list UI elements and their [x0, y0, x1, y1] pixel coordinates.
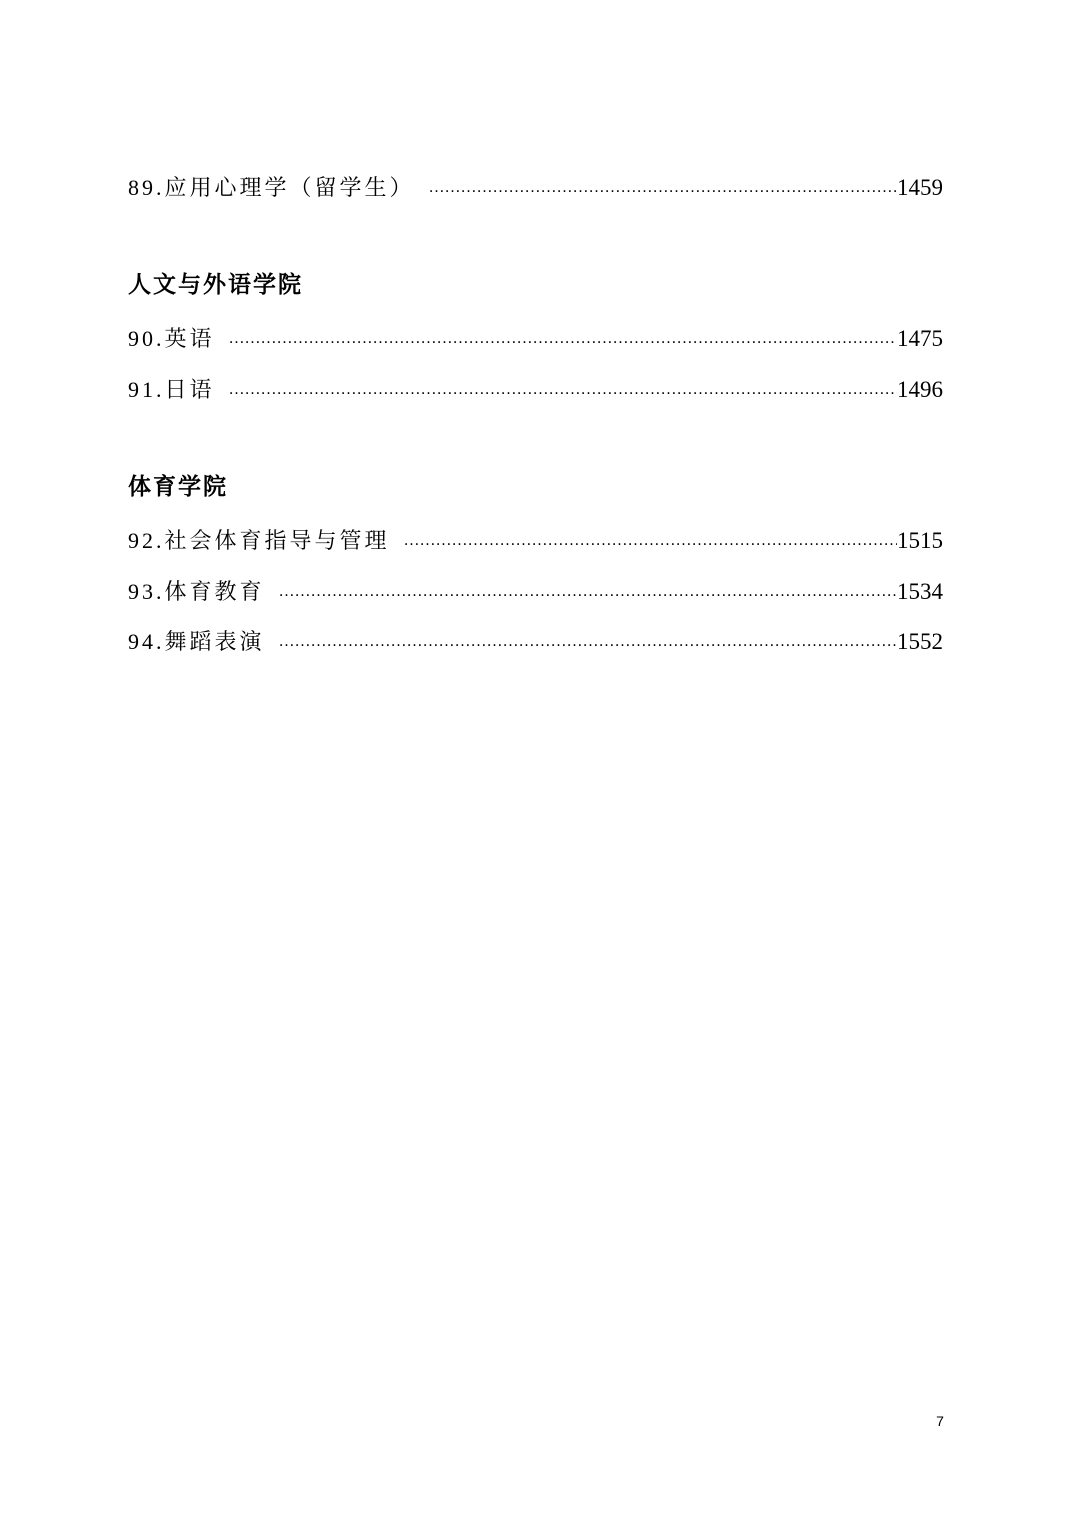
toc-entry [128, 369, 943, 403]
toc-dot-leader [279, 579, 897, 605]
toc-dot-leader [229, 326, 897, 352]
toc-entry-title: 91.日语 [128, 377, 215, 402]
toc-dot-leader [279, 629, 897, 655]
toc-entry-page: 1552 [897, 629, 943, 654]
toc-entry-page: 1475 [897, 326, 943, 351]
section-heading: 体育学院 [128, 474, 228, 499]
toc-entry [128, 571, 943, 605]
toc-entry [128, 167, 943, 201]
toc-dot-leader [229, 377, 897, 403]
toc-entry-page: 1459 [897, 175, 943, 200]
toc-entry-page: 1534 [897, 579, 943, 604]
toc-entry [128, 621, 943, 655]
section-heading: 人文与外语学院 [128, 272, 303, 297]
toc-dot-leader [404, 528, 897, 554]
toc-entry-title: 92.社会体育指导与管理 [128, 528, 390, 553]
toc-entry [128, 318, 943, 352]
page-number: 7 [936, 1413, 944, 1429]
toc-entry-title: 90.英语 [128, 326, 215, 351]
toc-entry-title: 93.体育教育 [128, 579, 265, 604]
toc-dot-leader [429, 175, 897, 201]
toc-entry-page: 1515 [897, 528, 943, 553]
toc-entry-title: 94.舞蹈表演 [128, 629, 265, 654]
toc-entry-title: 89.应用心理学（留学生） [128, 175, 415, 200]
toc-entry-page: 1496 [897, 377, 943, 402]
toc-entry [128, 520, 943, 554]
